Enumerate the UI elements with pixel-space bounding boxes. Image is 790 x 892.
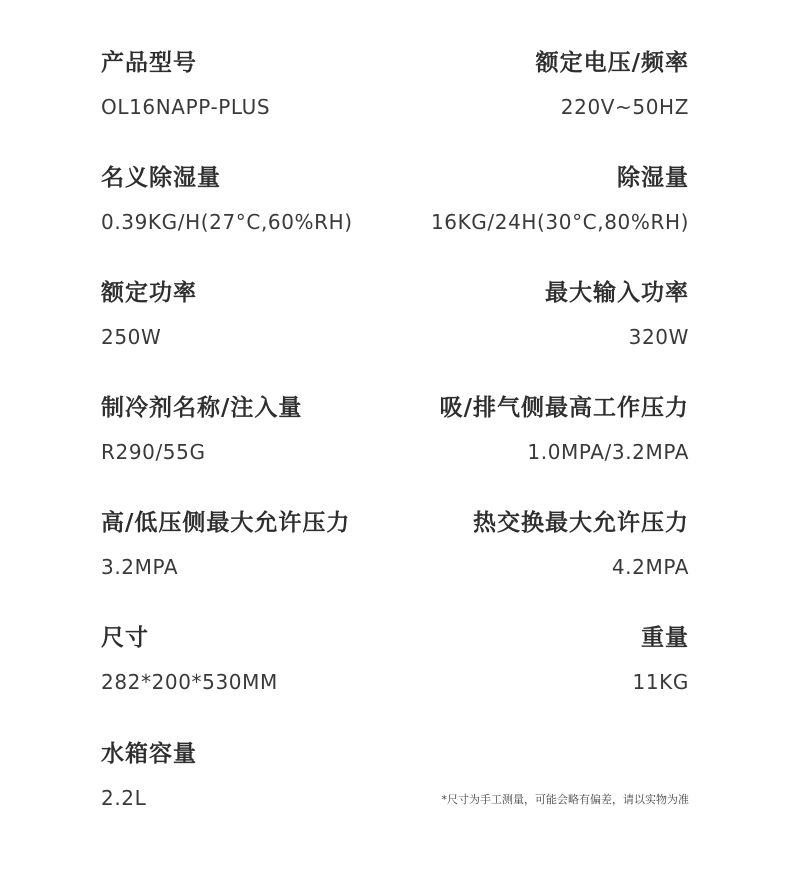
spec-label: 高/低压侧最大允许压力 (101, 510, 351, 536)
spec-label: 热交换最大允许压力 (473, 510, 689, 536)
spec-value: 282*200*530MM (101, 670, 278, 694)
spec-value: 220V~50HZ (560, 95, 689, 119)
spec-label: 产品型号 (101, 50, 197, 76)
spec-value: 2.2L (101, 786, 147, 810)
spec-row-power (101, 277, 689, 357)
spec-value: R290/55G (101, 440, 206, 464)
spec-row-model-voltage (101, 47, 689, 127)
spec-value: 0.39KG/H(27°C,60%RH) (101, 210, 353, 234)
spec-label: 尺寸 (101, 625, 149, 651)
spec-row-dehumidify (101, 162, 689, 242)
spec-label: 额定电压/频率 (535, 50, 689, 76)
spec-label: 制冷剂名称/注入量 (101, 395, 303, 421)
spec-row-water-tank (101, 738, 689, 818)
spec-row-allowed-pressure (101, 507, 689, 587)
spec-row-size-weight (101, 622, 689, 702)
spec-label: 除湿量 (617, 165, 689, 191)
spec-value: 250W (101, 325, 162, 349)
spec-value: OL16NAPP-PLUS (101, 95, 271, 119)
spec-value: 320W (628, 325, 689, 349)
spec-label: 名义除湿量 (101, 165, 221, 191)
spec-value: 11KG (632, 670, 689, 694)
spec-label: 最大输入功率 (545, 280, 689, 306)
spec-value: 4.2MPA (611, 555, 689, 579)
spec-row-refrigerant-pressure (101, 392, 689, 472)
spec-label: 额定功率 (101, 280, 197, 306)
spec-label: 吸/排气侧最高工作压力 (439, 395, 689, 421)
spec-value: 16KG/24H(30°C,80%RH) (430, 210, 689, 234)
spec-label: 重量 (641, 625, 689, 651)
spec-value: 3.2MPA (101, 555, 179, 579)
spec-label: 水箱容量 (101, 741, 197, 767)
measurement-note: *尺寸为手工测量，可能会略有偏差，请以实物为准 (441, 793, 689, 806)
spec-value: 1.0MPA/3.2MPA (527, 440, 689, 464)
